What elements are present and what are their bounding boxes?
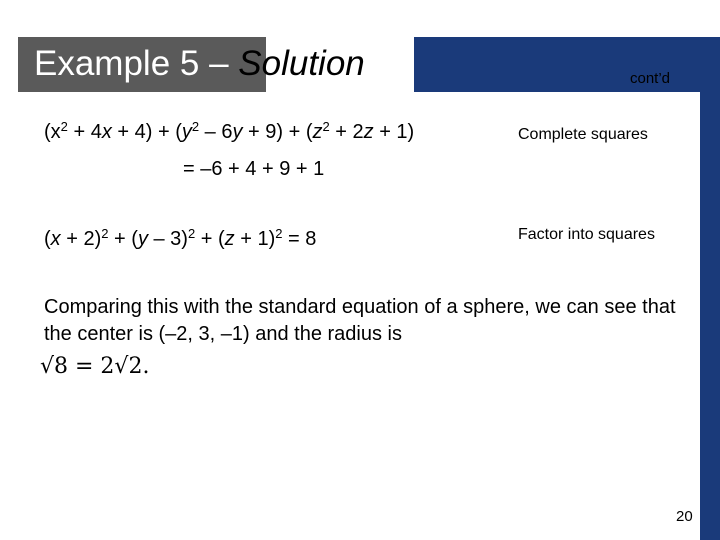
right-strip xyxy=(700,92,720,540)
eq1-part: (x xyxy=(44,121,61,143)
title-accent: Solution xyxy=(238,44,365,83)
equation-constants: = –6 + 4 + 9 + 1 xyxy=(183,158,325,180)
eq2-part: + 2) xyxy=(60,228,102,250)
equation-factored xyxy=(44,228,316,251)
radius-expression: √8 = 2√2. xyxy=(40,354,150,379)
eq1-var: z xyxy=(312,121,323,143)
eq1-sup: 2 xyxy=(60,119,68,134)
eq1-var: z xyxy=(363,121,374,143)
eq2-var: z xyxy=(224,228,235,250)
eq2-sup: 2 xyxy=(275,226,283,241)
eq2-part: = 8 xyxy=(282,228,317,250)
eq2-var: y xyxy=(137,228,148,250)
eq1-sup: 2 xyxy=(191,119,200,134)
eq1-part: + 4 xyxy=(67,121,102,143)
equation-expanded xyxy=(44,121,414,144)
eq2-part: + ( xyxy=(108,228,138,250)
eq2-var: x xyxy=(50,228,61,250)
note-factor-squares: Factor into squares xyxy=(518,226,655,243)
eq1-var: y xyxy=(181,121,192,143)
eq2-part: ( xyxy=(44,228,51,250)
eq2-sup: 2 xyxy=(101,226,109,241)
title-main: Example 5 – xyxy=(34,44,239,83)
page-number: 20 xyxy=(676,508,693,525)
eq2-sup: 2 xyxy=(187,226,196,241)
note-complete-squares: Complete squares xyxy=(518,126,648,143)
eq2-part: + 1) xyxy=(234,228,276,250)
continued-label: cont’d xyxy=(630,70,671,87)
eq2-part: – 3) xyxy=(147,228,188,250)
eq2-part: + ( xyxy=(195,228,225,250)
eq1-part: + 4) + ( xyxy=(111,121,182,143)
eq1-var: x xyxy=(101,121,112,143)
eq1-part: + 2 xyxy=(329,121,364,143)
eq1-sup: 2 xyxy=(322,119,330,134)
slide-title xyxy=(34,44,365,84)
eq1-part: – 6 xyxy=(199,121,233,143)
eq1-part: + 1) xyxy=(373,121,415,143)
eq1-part: + 9) + ( xyxy=(242,121,313,143)
explanation-paragraph: Comparing this with the standard equation of a sphere, we can see that the center is (–2, 3, –1) and the radius is xyxy=(44,296,676,345)
eq1-var: y xyxy=(232,121,243,143)
